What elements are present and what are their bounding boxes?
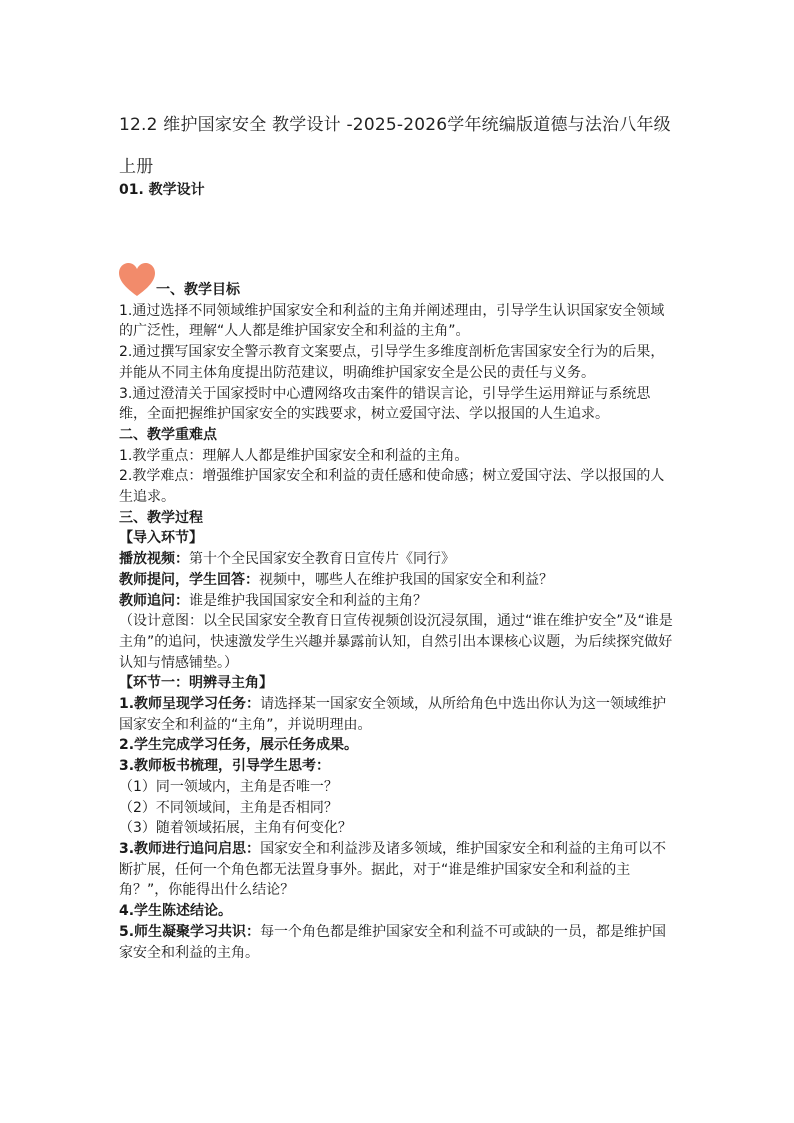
section-heading: 二、教学重难点 (119, 426, 217, 443)
paragraph (119, 839, 677, 901)
paragraph (119, 922, 677, 963)
section-heading: 三、教学过程 (119, 509, 203, 526)
paragraph-lead: 5.师生凝聚学习共识： (119, 923, 261, 940)
paragraph-lead: 教师提问，学生回答： (119, 571, 259, 588)
document-title: 12.2 维护国家安全 教学设计 -2025-2026学年统编版道德与法治八年级上册 (119, 115, 671, 177)
paragraph-lead: 教师追问： (119, 592, 189, 609)
paragraph-lead: 播放视频： (119, 551, 189, 568)
paragraph (119, 570, 677, 591)
paragraph-text: 每一个角色都是维护国家安全和利益不可或缺的一员，都是维护国家安全和利益的主角。 (119, 923, 667, 961)
paragraph-text: 视频中，哪些人在维护我国的国家安全和利益？ (259, 571, 553, 588)
paragraph-lead: 3.教师进行追问启思： (119, 840, 261, 857)
paragraph-text: 国家安全和利益涉及诸多领域，维护国家安全和利益的主角可以不断扩展，任何一个角色都无法置身事外。据此，对于“谁是维护国家安全和利益的主角？”，你能得出什么结论？ (119, 840, 667, 899)
paragraph-text: 第十个全民国家安全教育日宣传片《同行》 (189, 551, 455, 568)
paragraph: 1.通过选择不同领域维护国家安全和利益的主角并阐述理由，引导学生认识国家安全领域的广泛性，理解“人人都是维护国家安全和利益的主角”。 (119, 302, 665, 340)
paragraph-text: 谁是维护我国国家安全和利益的主角？ (189, 592, 427, 609)
section-heading: 【导入环节】 (119, 530, 203, 547)
paragraph (119, 694, 677, 735)
document-body (119, 280, 677, 963)
section-heading: 一、教学目标 (156, 282, 240, 298)
paragraph: 2.教学难点：增强维护国家安全和利益的责任感和使命感；树立爱国守法、学以报国的人生追求。 (119, 468, 665, 506)
paragraph: （1）同一领域内，主角是否唯一？ (119, 778, 338, 795)
paragraph (119, 549, 677, 570)
section-heading: 4.学生陈述结论。 (119, 903, 233, 920)
paragraph: 3.通过澄清关于国家授时中心遭网络攻击案件的错误言论，引导学生运用辩证与系统思维，全面把握维护国家安全的实践要求，树立爱国守法、学以报国的人生追求。 (119, 385, 651, 423)
paragraph: （2）不同领域间，主角是否相同？ (119, 799, 338, 816)
paragraph (119, 591, 677, 612)
paragraph: 2.通过撰写国家安全警示教育文案要点，引导学生多维度剖析危害国家安全行为的后果，并能从不同主体角度提出防范建议，明确维护国家安全是公民的责任与义务。 (119, 344, 665, 381)
section-heading: 【环节一：明辨寻主角】 (119, 675, 273, 692)
paragraph: （设计意图：以全民国家安全教育日宣传视频创设沉浸氛围，通过“谁在维护安全”及“谁是主角”的追问，快速激发学生兴趣并暴露前认知，自然引出本课核心议题，为后续探究做好认知与情感铺垫。） (119, 613, 673, 671)
section-subtitle: 01. 教学设计 (119, 182, 205, 198)
paragraph: 1.教学重点：理解人人都是维护国家安全和利益的主角。 (119, 447, 469, 464)
section-heading: 3.教师板书梳理，引导学生思考： (119, 758, 331, 775)
section-heading: 2.学生完成学习任务，展示任务成果。 (119, 737, 359, 754)
paragraph-lead: 1.教师呈现学习任务： (119, 696, 261, 713)
paragraph: （3）随着领域拓展，主角有何变化？ (119, 820, 352, 837)
paragraph-text: 请选择某一国家安全领域，从所给角色中选出你认为这一领域维护国家安全和利益的“主角”，并说明理由。 (119, 696, 667, 733)
